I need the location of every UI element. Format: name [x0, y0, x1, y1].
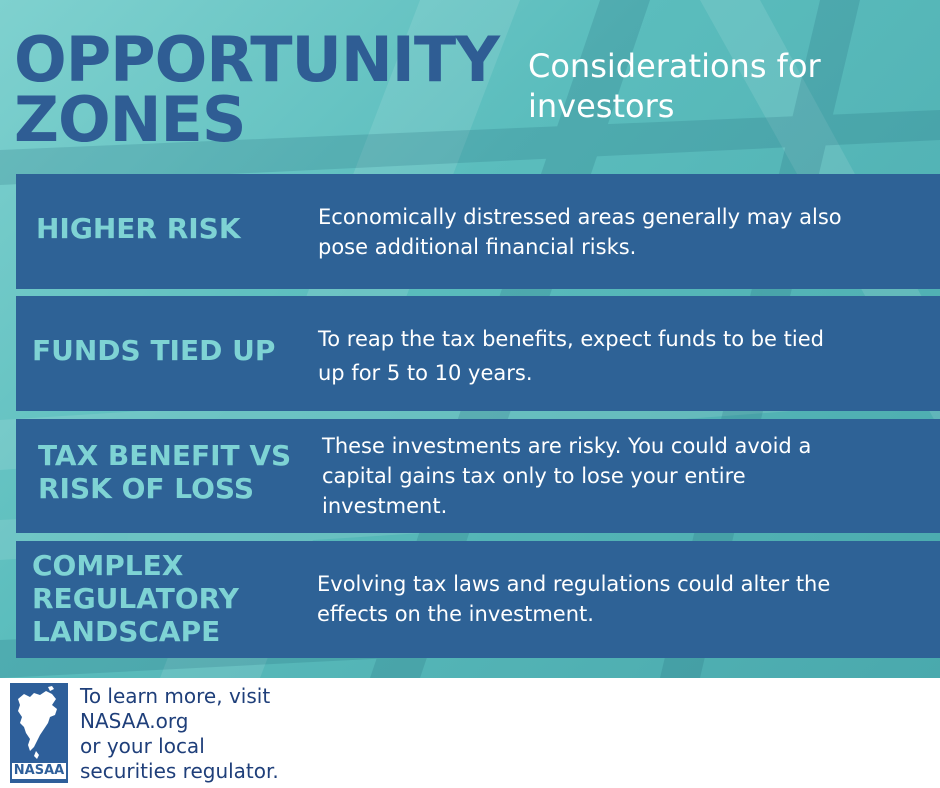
card-heading: HIGHER RISK — [36, 212, 241, 245]
card-body-line: effects on the investment. — [317, 602, 594, 626]
footer-line: or your local — [80, 734, 205, 758]
footer-link-nasaa[interactable]: NASAA.org — [80, 709, 189, 733]
nasaa-logo — [10, 683, 68, 783]
card-heading: FUNDS TIED UP — [32, 334, 276, 367]
subtitle-line-1: Considerations for — [528, 47, 821, 85]
card-body — [317, 569, 830, 629]
card-heading-line: REGULATORY — [32, 582, 239, 615]
north-america-map-icon — [12, 685, 66, 761]
card-body-line: These investments are risky. You could avoid a — [322, 434, 812, 458]
card-body-line: pose additional financial risks. — [318, 235, 637, 259]
page-subtitle — [528, 46, 888, 126]
title-line-1: OPPORTUNITY — [14, 23, 500, 96]
page-title — [14, 23, 500, 156]
footer-line: securities regulator. — [80, 759, 279, 783]
subtitle-line-2: investors — [528, 87, 675, 125]
card-body-line: Economically distressed areas generally may also — [318, 205, 842, 229]
card-body — [318, 322, 824, 390]
card-body-line: To reap the tax benefits, expect funds to be tied — [318, 327, 824, 351]
card-body-line: Evolving tax laws and regulations could alter the — [317, 572, 831, 596]
title-line-2: ZONES — [14, 83, 246, 156]
card-heading-line: RISK OF LOSS — [38, 472, 254, 505]
card-funds-tied-up — [16, 296, 940, 411]
footer-line: To learn more, visit — [80, 684, 271, 708]
card-heading-line: LANDSCAPE — [32, 615, 221, 648]
card-body-line: capital gains tax only to lose your entire — [322, 464, 746, 488]
card-heading — [32, 549, 239, 648]
card-body — [322, 431, 811, 521]
card-heading — [38, 439, 291, 505]
card-heading-line: COMPLEX — [32, 549, 184, 582]
card-complex-regulatory — [16, 541, 940, 658]
card-body-line: investment. — [322, 494, 448, 518]
footer-text — [80, 684, 340, 784]
card-heading-line: TAX BENEFIT VS — [38, 439, 292, 472]
card-tax-benefit-vs-risk — [16, 419, 940, 533]
logo-name: NASAA — [13, 763, 65, 778]
card-body-line: up for 5 to 10 years. — [318, 361, 533, 385]
card-higher-risk — [16, 174, 940, 289]
card-body — [318, 202, 842, 262]
